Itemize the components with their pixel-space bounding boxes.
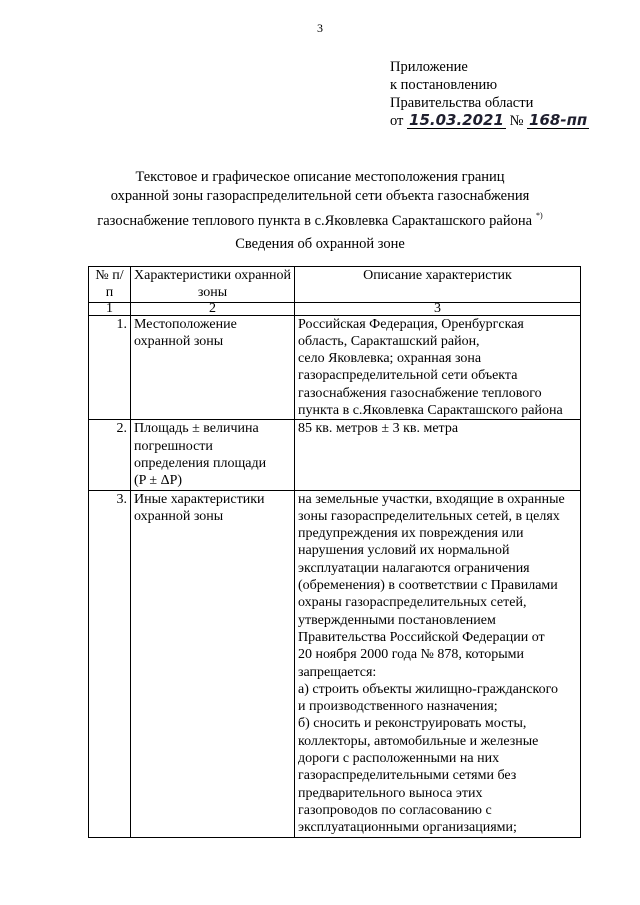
title-line-3 <box>60 206 580 231</box>
index-cell: 1 <box>89 302 131 315</box>
title-line-2: охранной зоны газораспределительной сети объекта газоснабжения <box>110 188 530 204</box>
description-line: запрещается: <box>298 664 377 680</box>
description-line: село Яковлевка; охранная зона <box>298 351 482 367</box>
handwritten-date: 15.03.2021 <box>409 111 504 129</box>
table-row <box>89 420 581 490</box>
description-line: зоны газораспределительных сетей, в целях <box>298 508 560 524</box>
description-line: утвержденными постановлением <box>298 612 496 628</box>
description-line: Российская Федерация, Оренбургская <box>298 316 524 332</box>
document-title <box>60 168 580 231</box>
appendix-line-2: к постановлению <box>390 77 498 93</box>
description-line: предупреждения их повреждения или <box>298 526 524 542</box>
row-characteristic <box>131 420 295 490</box>
characteristic-line: определения площади <box>134 455 267 471</box>
title-line-1: Текстовое и графическое описание местоположения границ <box>135 169 505 185</box>
description-line: предварительного выноса этих <box>298 785 483 801</box>
description-line: б) сносить и реконструировать мосты, <box>298 716 527 732</box>
characteristic-line: охранной зоны <box>134 508 224 524</box>
protection-zone-table <box>88 266 581 838</box>
characteristic-line: (P ± ΔP) <box>134 473 183 489</box>
description-line: Правительства Российской Федерации от <box>298 629 545 645</box>
row-description <box>295 420 581 490</box>
description-line: 20 ноября 2000 года № 878, которыми <box>298 647 525 663</box>
description-line: и производственного назначения; <box>298 699 498 715</box>
description-line: газоснабжения газоснабжение теплового <box>298 385 542 401</box>
appendix-block <box>390 58 589 130</box>
description-line: эксплуатационными организациями; <box>298 820 517 836</box>
index-cell: 3 <box>295 302 581 315</box>
handwritten-number: 168-пп <box>529 111 588 129</box>
row-description <box>295 490 581 837</box>
header-description: Описание характеристик <box>295 267 581 303</box>
title-line-3-text: газоснабжение теплового пункта в с.Яковлевка Саракташского района <box>97 213 533 229</box>
row-description <box>295 315 581 420</box>
page-number: 3 <box>317 21 323 35</box>
table-index-row <box>89 302 581 315</box>
description-line: (обременения) в соответствии с Правилами <box>298 578 558 594</box>
description-line: а) строить объекты жилищно-гражданского <box>298 681 558 697</box>
section-subtitle: Сведения об охранной зоне <box>235 236 405 252</box>
table-row <box>89 490 581 837</box>
row-number: 1. <box>89 315 131 420</box>
description-line: охраны газораспределительных сетей, <box>298 595 527 611</box>
description-line: эксплуатации налагаются ограничения <box>298 560 530 576</box>
characteristic-line: Площадь ± величина <box>134 421 259 437</box>
description-line: область, Саракташский район, <box>298 333 480 349</box>
header-num: № п/п <box>89 267 131 303</box>
appendix-date-line <box>390 112 589 130</box>
description-line: 85 кв. метров ± 3 кв. метра <box>298 421 459 437</box>
number-sign: № <box>509 113 524 129</box>
description-line: нарушения условий их нормальной <box>298 543 510 559</box>
description-line: на земельные участки, входящие в охранные <box>298 491 565 507</box>
index-cell: 2 <box>131 302 295 315</box>
description-line: газораспределительными сетями без <box>298 768 517 784</box>
date-prefix: от <box>390 113 404 129</box>
description-line: газораспределительной сети объекта <box>298 368 518 384</box>
description-line: дороги с расположенными на них <box>298 751 500 767</box>
description-line: газопроводов по согласованию с <box>298 802 492 818</box>
footnote-mark: *) <box>536 211 543 220</box>
description-line: коллекторы, автомобильные и железные <box>298 733 539 749</box>
characteristic-line: погрешности <box>134 438 213 454</box>
row-number: 3. <box>89 490 131 837</box>
table-header-row <box>89 267 581 303</box>
characteristic-line: Местоположение <box>134 316 237 332</box>
table-row <box>89 315 581 420</box>
characteristic-line: Иные характеристики <box>134 491 265 507</box>
row-number: 2. <box>89 420 131 490</box>
row-characteristic <box>131 490 295 837</box>
appendix-line-3: Правительства области <box>390 95 534 111</box>
row-characteristic <box>131 315 295 420</box>
characteristic-line: охранной зоны <box>134 333 224 349</box>
description-line: пункта в с.Яковлевка Саракташского района <box>298 403 563 419</box>
appendix-line-1: Приложение <box>390 59 468 75</box>
header-characteristic: Характеристики охранной зоны <box>131 267 295 303</box>
